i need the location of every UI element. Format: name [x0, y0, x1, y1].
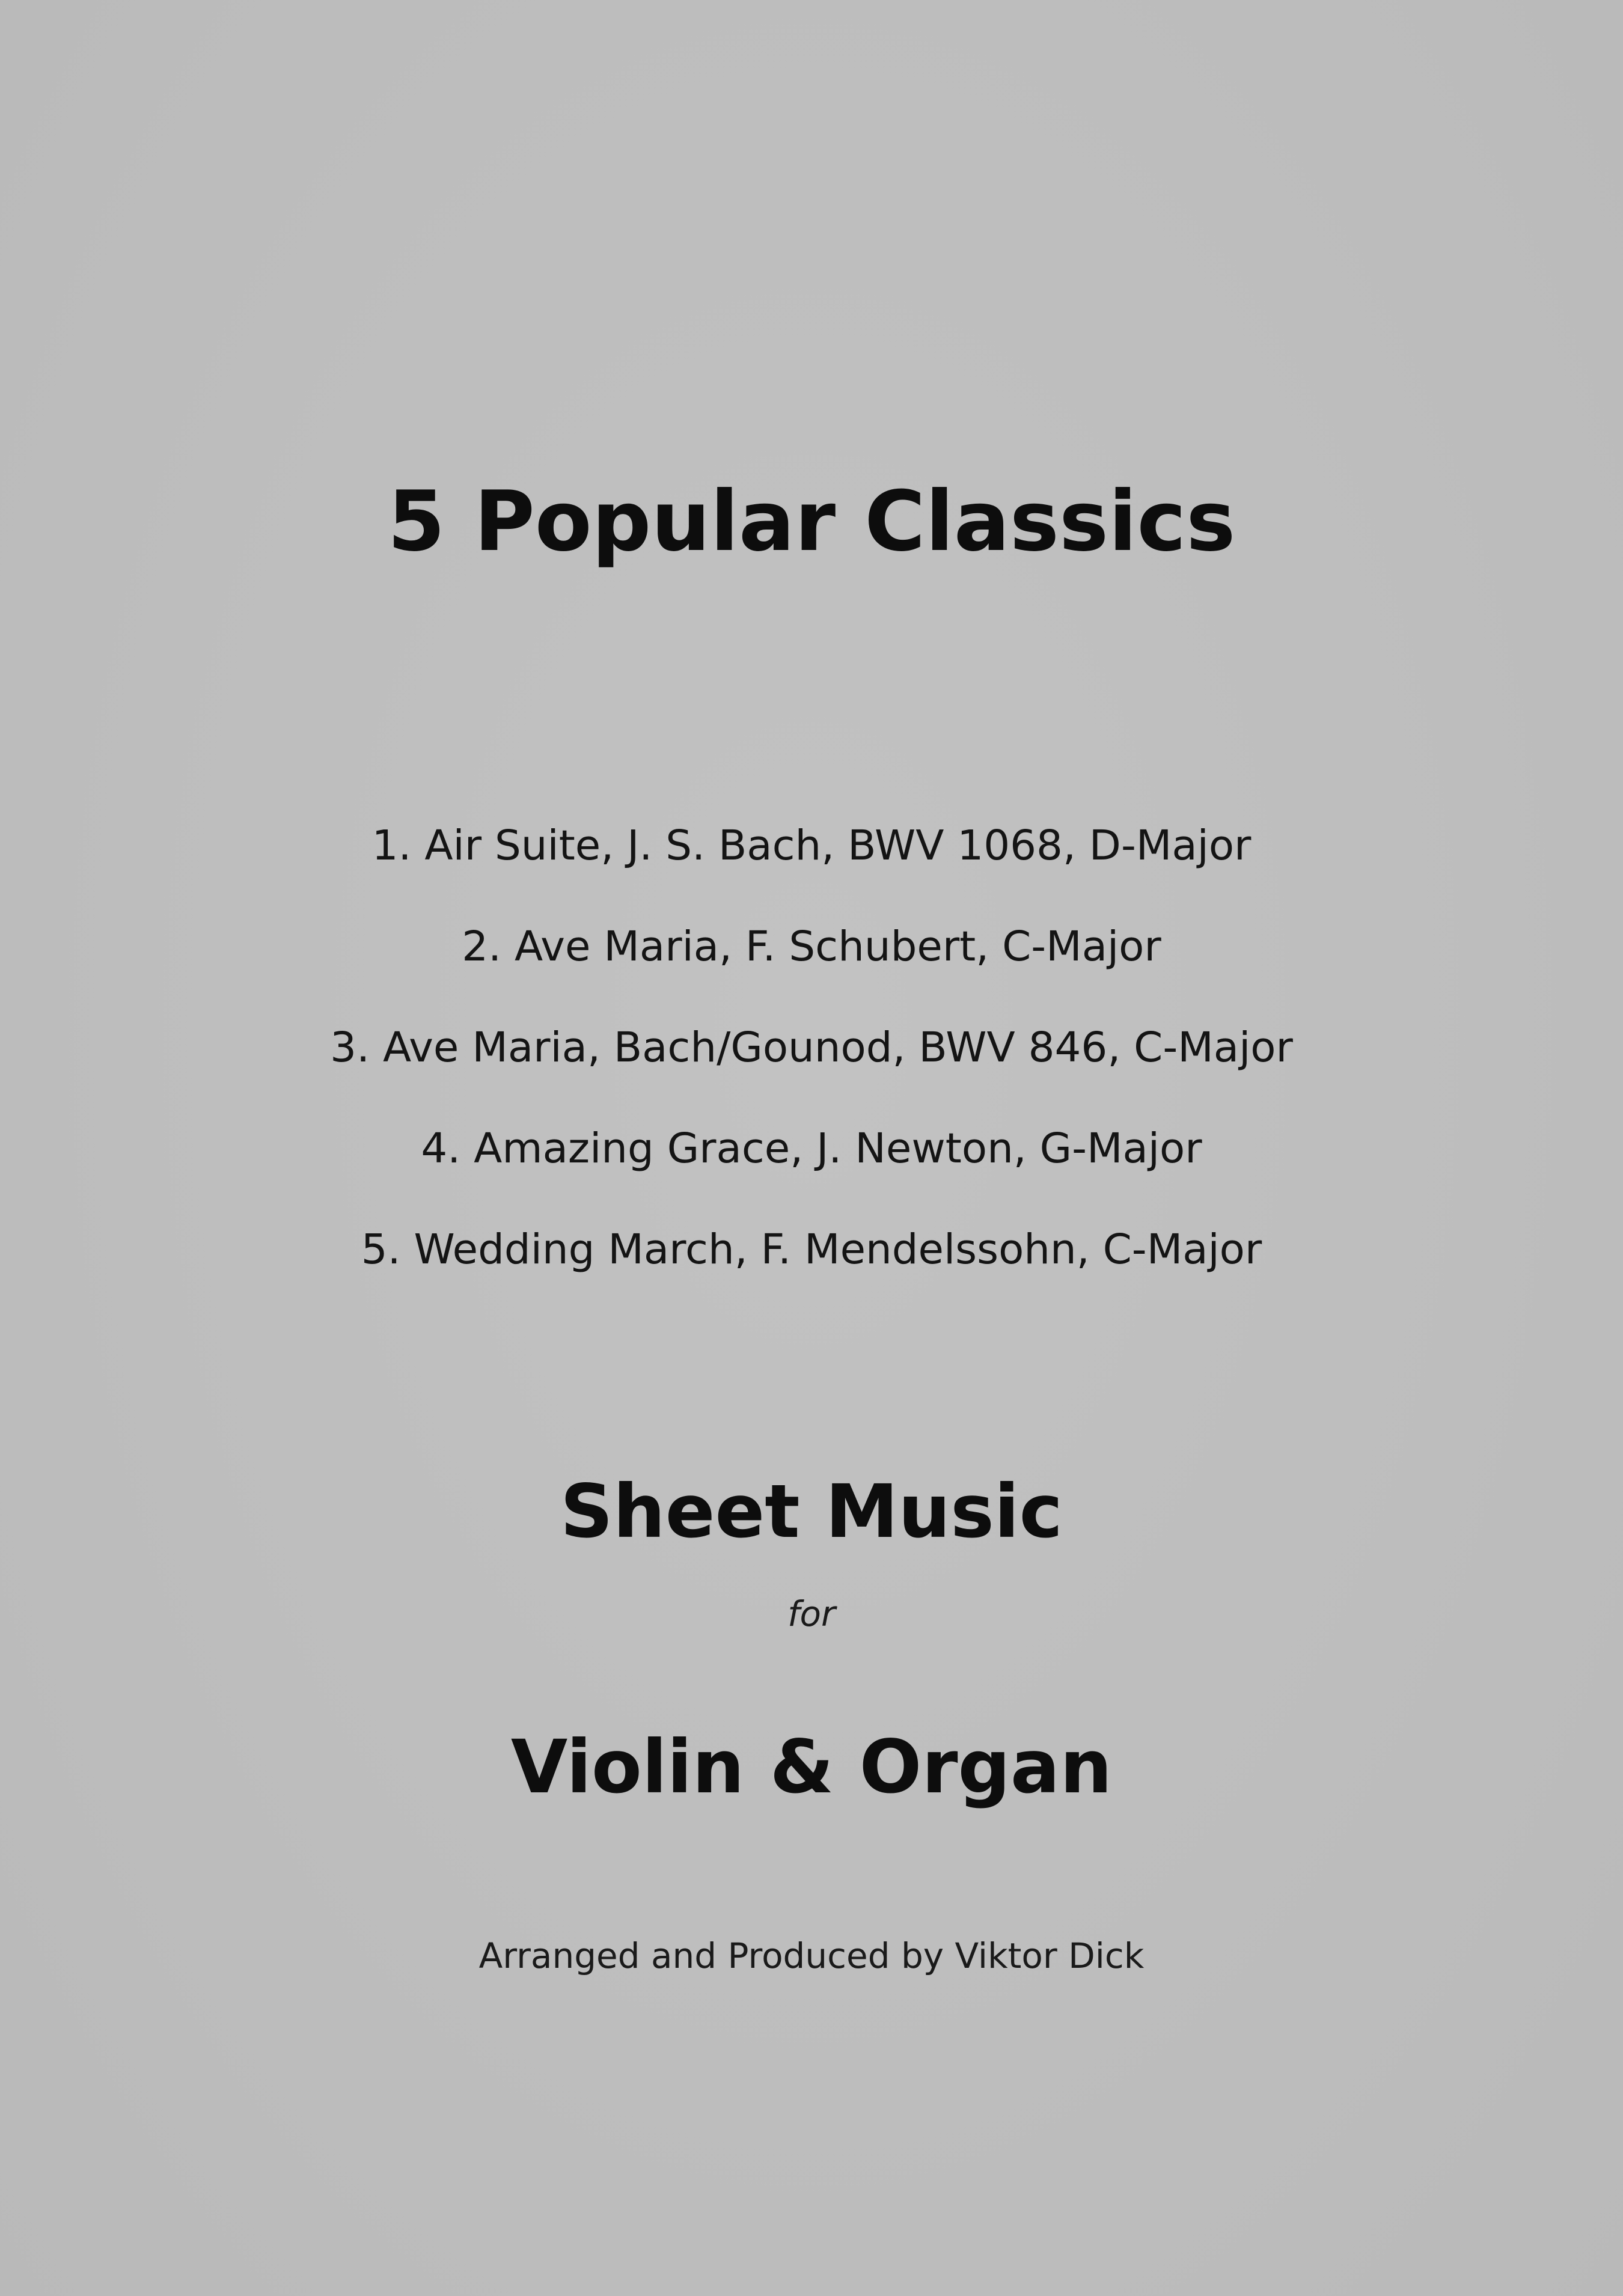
for-text: for — [787, 1593, 836, 1634]
list-item: 4. Amazing Grace, J. Newton, G-Major — [421, 1125, 1202, 1173]
sheet-music-heading: Sheet Music — [560, 1469, 1063, 1554]
list-item: 3. Ave Maria, Bach/Gounod, BWV 846, C-Major — [330, 1024, 1293, 1072]
list-item: 5. Wedding March, F. Mendelssohn, C-Major — [361, 1226, 1262, 1274]
instruments-heading: Violin & Organ — [510, 1724, 1113, 1810]
contents-list — [0, 820, 1623, 1325]
list-item: 2. Ave Maria, F. Schubert, C-Major — [462, 923, 1161, 971]
credit-line: Arranged and Produced by Viktor Dick — [478, 1935, 1145, 1976]
list-item: 1. Air Suite, J. S. Bach, BWV 1068, D-Major — [371, 822, 1252, 870]
page-title: 5 Popular Classics — [387, 473, 1236, 570]
